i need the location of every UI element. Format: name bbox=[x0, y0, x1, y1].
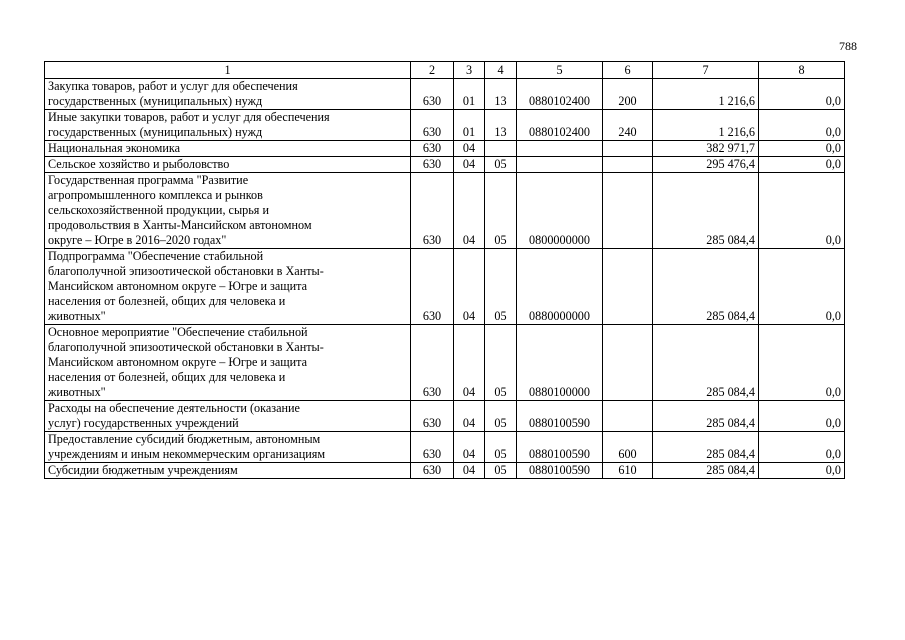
table-row bbox=[45, 249, 845, 325]
item-name-cell bbox=[45, 79, 411, 110]
col-7-cell: 285 084,4 bbox=[653, 325, 759, 401]
col-4-cell: 13 bbox=[485, 79, 517, 110]
table-row bbox=[45, 157, 845, 173]
col-6-cell: 600 bbox=[603, 432, 653, 463]
item-name-line: государственных (муниципальных) нужд bbox=[48, 94, 263, 108]
col-4-cell bbox=[485, 141, 517, 157]
col-8-cell: 0,0 bbox=[759, 173, 845, 249]
col-6-cell bbox=[603, 249, 653, 325]
item-name-line: услуг) государственных учреждений bbox=[48, 416, 239, 430]
col-4-cell: 05 bbox=[485, 401, 517, 432]
item-name-cell bbox=[45, 110, 411, 141]
item-name-cell bbox=[45, 432, 411, 463]
page-number: 788 bbox=[839, 39, 857, 53]
table-body bbox=[45, 62, 845, 479]
col-2-cell: 630 bbox=[411, 325, 454, 401]
col-7-cell: 285 084,4 bbox=[653, 463, 759, 479]
header-cell-3: 3 bbox=[454, 62, 485, 79]
item-name-line: учреждениям и иным некоммерческим организациям bbox=[48, 447, 326, 461]
table-row bbox=[45, 432, 845, 463]
item-name-line: животных" bbox=[48, 309, 106, 323]
item-name-cell bbox=[45, 173, 411, 249]
item-name-line: Сельское хозяйство и рыболовство bbox=[48, 157, 230, 171]
table-row bbox=[45, 401, 845, 432]
col-7-cell: 1 216,6 bbox=[653, 79, 759, 110]
col-2-cell: 630 bbox=[411, 173, 454, 249]
col-6-cell bbox=[603, 173, 653, 249]
col-5-cell: 0880100000 bbox=[517, 325, 603, 401]
col-2-cell: 630 bbox=[411, 401, 454, 432]
col-7-cell: 285 084,4 bbox=[653, 432, 759, 463]
col-5-cell: 0800000000 bbox=[517, 173, 603, 249]
item-name-line: Мансийском автономном округе – Югре и защита bbox=[48, 279, 308, 293]
item-name-line: благополучной эпизоотической обстановки в Ханты- bbox=[48, 340, 324, 354]
header-cell-6: 6 bbox=[603, 62, 653, 79]
col-8-cell: 0,0 bbox=[759, 157, 845, 173]
item-name-cell bbox=[45, 157, 411, 173]
col-8-cell: 0,0 bbox=[759, 79, 845, 110]
col-4-cell: 13 bbox=[485, 110, 517, 141]
item-name-line: Мансийском автономном округе – Югре и защита bbox=[48, 355, 308, 369]
col-4-cell: 05 bbox=[485, 249, 517, 325]
item-name-line: Основное мероприятие "Обеспечение стабильной bbox=[48, 325, 308, 339]
col-3-cell: 04 bbox=[454, 173, 485, 249]
table-row bbox=[45, 141, 845, 157]
col-6-cell: 610 bbox=[603, 463, 653, 479]
item-name-line: государственных (муниципальных) нужд bbox=[48, 125, 263, 139]
col-2-cell: 630 bbox=[411, 463, 454, 479]
col-8-cell: 0,0 bbox=[759, 249, 845, 325]
col-2-cell: 630 bbox=[411, 141, 454, 157]
col-5-cell: 0880102400 bbox=[517, 79, 603, 110]
item-name-line: округе – Югре в 2016–2020 годах" bbox=[48, 233, 227, 247]
item-name-cell bbox=[45, 325, 411, 401]
item-name-line: агропромышленного комплекса и рынков bbox=[48, 188, 263, 202]
col-6-cell: 240 bbox=[603, 110, 653, 141]
header-cell-2: 2 bbox=[411, 62, 454, 79]
col-4-cell: 05 bbox=[485, 432, 517, 463]
col-8-cell: 0,0 bbox=[759, 401, 845, 432]
col-5-cell: 0880100590 bbox=[517, 432, 603, 463]
col-5-cell: 0880100590 bbox=[517, 401, 603, 432]
col-6-cell bbox=[603, 401, 653, 432]
item-name-cell bbox=[45, 249, 411, 325]
col-7-cell: 285 084,4 bbox=[653, 249, 759, 325]
col-7-cell: 285 084,4 bbox=[653, 401, 759, 432]
col-3-cell: 04 bbox=[454, 463, 485, 479]
item-name-line: Подпрограмма "Обеспечение стабильной bbox=[48, 249, 264, 263]
col-3-cell: 04 bbox=[454, 141, 485, 157]
table-row bbox=[45, 325, 845, 401]
col-7-cell: 295 476,4 bbox=[653, 157, 759, 173]
col-6-cell bbox=[603, 157, 653, 173]
col-4-cell: 05 bbox=[485, 325, 517, 401]
col-3-cell: 04 bbox=[454, 157, 485, 173]
item-name-line: Расходы на обеспечение деятельности (оказание bbox=[48, 401, 300, 415]
item-name-line: сельскохозяйственной продукции, сырья и bbox=[48, 203, 269, 217]
item-name-line: Иные закупки товаров, работ и услуг для обеспечения bbox=[48, 110, 330, 124]
item-name-line: Субсидии бюджетным учреждениям bbox=[48, 463, 238, 477]
col-4-cell: 05 bbox=[485, 157, 517, 173]
col-5-cell bbox=[517, 141, 603, 157]
item-name-line: Национальная экономика bbox=[48, 141, 181, 155]
col-3-cell: 04 bbox=[454, 401, 485, 432]
col-6-cell bbox=[603, 141, 653, 157]
col-7-cell: 382 971,7 bbox=[653, 141, 759, 157]
col-8-cell: 0,0 bbox=[759, 110, 845, 141]
header-cell-8: 8 bbox=[759, 62, 845, 79]
budget-table bbox=[44, 61, 845, 479]
col-2-cell: 630 bbox=[411, 79, 454, 110]
col-8-cell: 0,0 bbox=[759, 325, 845, 401]
item-name-cell bbox=[45, 401, 411, 432]
col-5-cell bbox=[517, 157, 603, 173]
item-name-line: Закупка товаров, работ и услуг для обеспечения bbox=[48, 79, 298, 93]
table-row bbox=[45, 110, 845, 141]
col-8-cell: 0,0 bbox=[759, 141, 845, 157]
col-5-cell: 0880000000 bbox=[517, 249, 603, 325]
col-4-cell: 05 bbox=[485, 173, 517, 249]
item-name-line: продовольствия в Ханты-Мансийском автономном bbox=[48, 218, 312, 232]
col-5-cell: 0880100590 bbox=[517, 463, 603, 479]
item-name-line: Предоставление субсидий бюджетным, автономным bbox=[48, 432, 321, 446]
item-name-line: населения от болезней, общих для человека и bbox=[48, 294, 286, 308]
header-cell-4: 4 bbox=[485, 62, 517, 79]
col-3-cell: 04 bbox=[454, 325, 485, 401]
col-7-cell: 1 216,6 bbox=[653, 110, 759, 141]
header-row bbox=[45, 62, 845, 79]
col-6-cell: 200 bbox=[603, 79, 653, 110]
col-3-cell: 01 bbox=[454, 79, 485, 110]
col-3-cell: 01 bbox=[454, 110, 485, 141]
table-row bbox=[45, 79, 845, 110]
table-row bbox=[45, 173, 845, 249]
col-4-cell: 05 bbox=[485, 463, 517, 479]
header-cell-1: 1 bbox=[45, 62, 411, 79]
col-3-cell: 04 bbox=[454, 432, 485, 463]
col-2-cell: 630 bbox=[411, 110, 454, 141]
item-name-line: населения от болезней, общих для человека и bbox=[48, 370, 286, 384]
col-7-cell: 285 084,4 bbox=[653, 173, 759, 249]
item-name-line: благополучной эпизоотической обстановки в Ханты- bbox=[48, 264, 324, 278]
col-3-cell: 04 bbox=[454, 249, 485, 325]
table-row bbox=[45, 463, 845, 479]
col-2-cell: 630 bbox=[411, 249, 454, 325]
col-8-cell: 0,0 bbox=[759, 463, 845, 479]
header-cell-5: 5 bbox=[517, 62, 603, 79]
item-name-line: животных" bbox=[48, 385, 106, 399]
header-cell-7: 7 bbox=[653, 62, 759, 79]
col-2-cell: 630 bbox=[411, 432, 454, 463]
item-name-cell bbox=[45, 141, 411, 157]
col-2-cell: 630 bbox=[411, 157, 454, 173]
col-6-cell bbox=[603, 325, 653, 401]
col-5-cell: 0880102400 bbox=[517, 110, 603, 141]
item-name-cell bbox=[45, 463, 411, 479]
col-8-cell: 0,0 bbox=[759, 432, 845, 463]
item-name-line: Государственная программа "Развитие bbox=[48, 173, 249, 187]
